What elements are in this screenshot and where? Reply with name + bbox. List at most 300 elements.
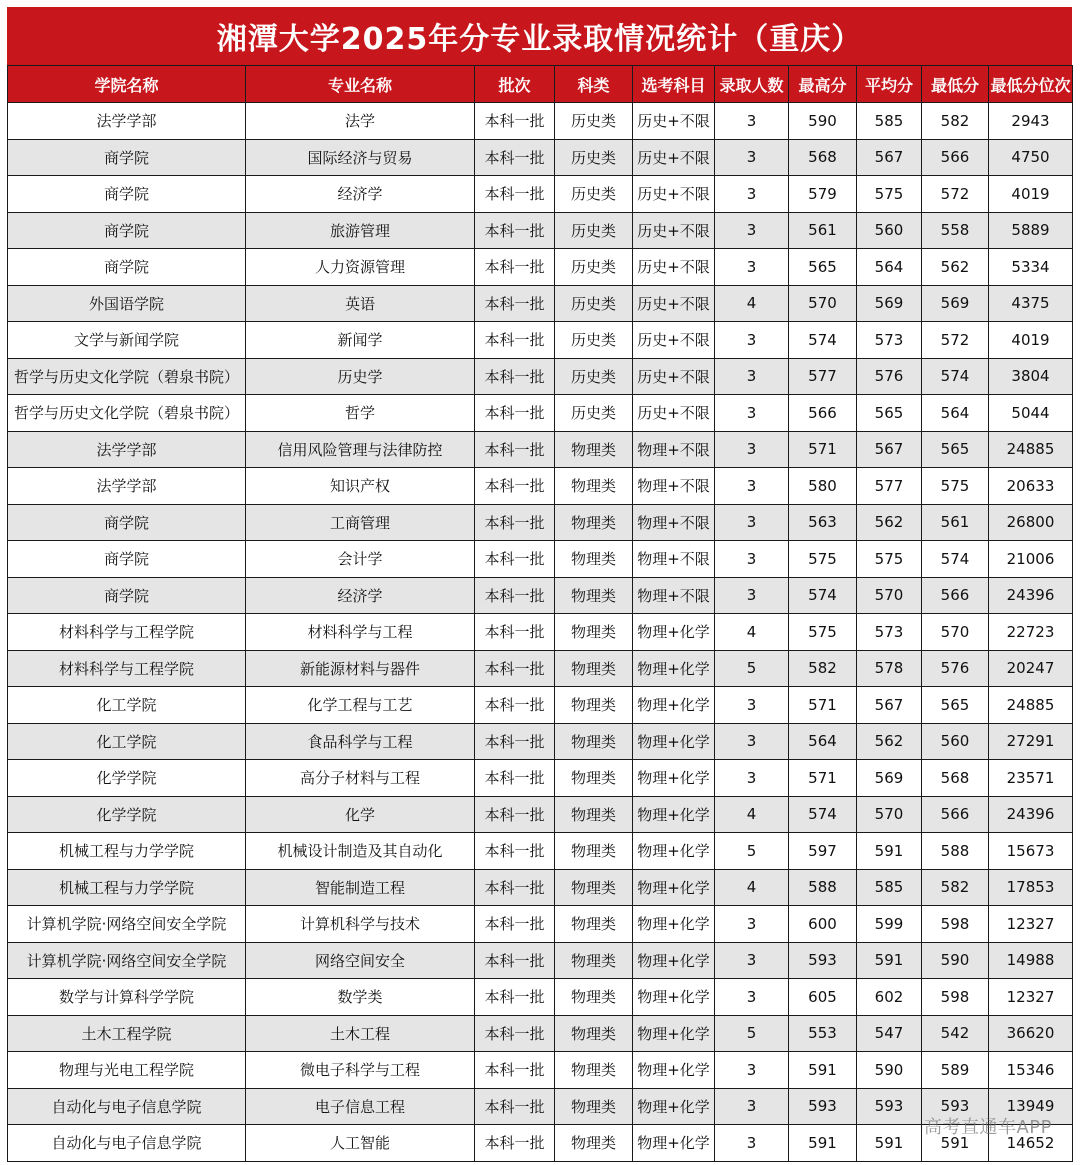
admitted-cell: 3 <box>715 504 789 541</box>
header-min-score: 最低分 <box>922 66 989 103</box>
min-rank-cell: 17853 <box>989 869 1073 906</box>
major-cell: 会计学 <box>246 541 475 578</box>
admitted-cell: 3 <box>715 322 789 359</box>
college-cell: 化学学院 <box>8 760 246 797</box>
admitted-cell: 3 <box>715 431 789 468</box>
college-cell: 法学学部 <box>8 103 246 140</box>
subjects-cell: 物理+化学 <box>633 796 715 833</box>
table-row <box>8 541 1073 578</box>
avg-score-cell: 569 <box>857 285 922 322</box>
admitted-cell: 5 <box>715 1015 789 1052</box>
college-cell: 商学院 <box>8 577 246 614</box>
min-rank-cell: 2943 <box>989 103 1073 140</box>
sheet-title: 湘潭大学2025年分专业录取情况统计（重庆） <box>7 7 1072 65</box>
batch-cell: 本科一批 <box>475 431 555 468</box>
subjects-cell: 物理+化学 <box>633 760 715 797</box>
min-score-cell: 590 <box>922 942 989 979</box>
batch-cell: 本科一批 <box>475 650 555 687</box>
max-score-cell: 571 <box>789 687 857 724</box>
min-rank-cell: 5044 <box>989 395 1073 432</box>
min-score-cell: 575 <box>922 468 989 505</box>
table-row <box>8 504 1073 541</box>
college-cell: 商学院 <box>8 249 246 286</box>
major-cell: 数学类 <box>246 979 475 1016</box>
track-cell: 物理类 <box>555 760 633 797</box>
min-rank-cell: 24885 <box>989 431 1073 468</box>
major-cell: 经济学 <box>246 176 475 213</box>
table-row <box>8 650 1073 687</box>
subjects-cell: 物理+化学 <box>633 979 715 1016</box>
college-cell: 商学院 <box>8 139 246 176</box>
min-rank-cell: 14988 <box>989 942 1073 979</box>
min-score-cell: 561 <box>922 504 989 541</box>
avg-score-cell: 585 <box>857 869 922 906</box>
max-score-cell: 590 <box>789 103 857 140</box>
track-cell: 历史类 <box>555 285 633 322</box>
college-cell: 数学与计算科学学院 <box>8 979 246 1016</box>
min-score-cell: 591 <box>922 1125 989 1162</box>
min-rank-cell: 24396 <box>989 796 1073 833</box>
min-rank-cell: 4375 <box>989 285 1073 322</box>
min-score-cell: 572 <box>922 176 989 213</box>
admission-table <box>7 65 1073 1162</box>
batch-cell: 本科一批 <box>475 687 555 724</box>
max-score-cell: 553 <box>789 1015 857 1052</box>
subjects-cell: 历史+不限 <box>633 212 715 249</box>
min-score-cell: 568 <box>922 760 989 797</box>
max-score-cell: 580 <box>789 468 857 505</box>
avg-score-cell: 564 <box>857 249 922 286</box>
subjects-cell: 物理+化学 <box>633 614 715 651</box>
track-cell: 物理类 <box>555 1052 633 1089</box>
avg-score-cell: 547 <box>857 1015 922 1052</box>
subjects-cell: 物理+化学 <box>633 1088 715 1125</box>
avg-score-cell: 562 <box>857 504 922 541</box>
subjects-cell: 物理+化学 <box>633 869 715 906</box>
watermark: 高考直通车APP <box>923 1117 1052 1138</box>
admitted-cell: 3 <box>715 577 789 614</box>
subjects-cell: 物理+化学 <box>633 833 715 870</box>
table-row <box>8 869 1073 906</box>
max-score-cell: 593 <box>789 942 857 979</box>
max-score-cell: 565 <box>789 249 857 286</box>
track-cell: 历史类 <box>555 395 633 432</box>
major-cell: 英语 <box>246 285 475 322</box>
min-rank-cell: 13949 <box>989 1088 1073 1125</box>
college-cell: 自动化与电子信息学院 <box>8 1125 246 1162</box>
track-cell: 物理类 <box>555 1015 633 1052</box>
admitted-cell: 3 <box>715 139 789 176</box>
min-score-cell: 576 <box>922 650 989 687</box>
admitted-cell: 3 <box>715 212 789 249</box>
avg-score-cell: 560 <box>857 212 922 249</box>
max-score-cell: 564 <box>789 723 857 760</box>
track-cell: 物理类 <box>555 614 633 651</box>
major-cell: 新闻学 <box>246 322 475 359</box>
avg-score-cell: 570 <box>857 577 922 614</box>
batch-cell: 本科一批 <box>475 942 555 979</box>
track-cell: 物理类 <box>555 687 633 724</box>
avg-score-cell: 585 <box>857 103 922 140</box>
subjects-cell: 物理+不限 <box>633 577 715 614</box>
avg-score-cell: 591 <box>857 833 922 870</box>
min-score-cell: 566 <box>922 139 989 176</box>
max-score-cell: 597 <box>789 833 857 870</box>
table-row <box>8 358 1073 395</box>
max-score-cell: 575 <box>789 614 857 651</box>
table-row <box>8 906 1073 943</box>
admitted-cell: 3 <box>715 942 789 979</box>
avg-score-cell: 573 <box>857 322 922 359</box>
min-score-cell: 588 <box>922 833 989 870</box>
subjects-cell: 历史+不限 <box>633 358 715 395</box>
major-cell: 人力资源管理 <box>246 249 475 286</box>
admitted-cell: 3 <box>715 760 789 797</box>
major-cell: 电子信息工程 <box>246 1088 475 1125</box>
min-score-cell: 564 <box>922 395 989 432</box>
major-cell: 微电子科学与工程 <box>246 1052 475 1089</box>
admitted-cell: 3 <box>715 1088 789 1125</box>
max-score-cell: 568 <box>789 139 857 176</box>
college-cell: 土木工程学院 <box>8 1015 246 1052</box>
track-cell: 物理类 <box>555 431 633 468</box>
max-score-cell: 563 <box>789 504 857 541</box>
min-rank-cell: 4019 <box>989 176 1073 213</box>
subjects-cell: 物理+化学 <box>633 687 715 724</box>
table-header-row <box>8 66 1073 103</box>
avg-score-cell: 575 <box>857 541 922 578</box>
college-cell: 计算机学院·网络空间安全学院 <box>8 906 246 943</box>
admitted-cell: 4 <box>715 869 789 906</box>
major-cell: 智能制造工程 <box>246 869 475 906</box>
batch-cell: 本科一批 <box>475 979 555 1016</box>
college-cell: 商学院 <box>8 176 246 213</box>
min-rank-cell: 23571 <box>989 760 1073 797</box>
min-score-cell: 542 <box>922 1015 989 1052</box>
major-cell: 工商管理 <box>246 504 475 541</box>
batch-cell: 本科一批 <box>475 285 555 322</box>
batch-cell: 本科一批 <box>475 869 555 906</box>
table-row <box>8 760 1073 797</box>
min-rank-cell: 26800 <box>989 504 1073 541</box>
major-cell: 法学 <box>246 103 475 140</box>
admitted-cell: 3 <box>715 723 789 760</box>
major-cell: 化学 <box>246 796 475 833</box>
avg-score-cell: 591 <box>857 942 922 979</box>
min-score-cell: 562 <box>922 249 989 286</box>
college-cell: 材料科学与工程学院 <box>8 650 246 687</box>
max-score-cell: 579 <box>789 176 857 213</box>
college-cell: 化工学院 <box>8 723 246 760</box>
avg-score-cell: 593 <box>857 1088 922 1125</box>
college-cell: 法学学部 <box>8 468 246 505</box>
table-row <box>8 468 1073 505</box>
table-row <box>8 614 1073 651</box>
min-rank-cell: 12327 <box>989 906 1073 943</box>
admitted-cell: 3 <box>715 249 789 286</box>
batch-cell: 本科一批 <box>475 1125 555 1162</box>
max-score-cell: 591 <box>789 1052 857 1089</box>
subjects-cell: 物理+化学 <box>633 906 715 943</box>
batch-cell: 本科一批 <box>475 395 555 432</box>
track-cell: 历史类 <box>555 322 633 359</box>
batch-cell: 本科一批 <box>475 760 555 797</box>
table-row <box>8 1015 1073 1052</box>
subjects-cell: 历史+不限 <box>633 176 715 213</box>
avg-score-cell: 570 <box>857 796 922 833</box>
admitted-cell: 3 <box>715 176 789 213</box>
track-cell: 物理类 <box>555 504 633 541</box>
avg-score-cell: 567 <box>857 687 922 724</box>
min-score-cell: 558 <box>922 212 989 249</box>
avg-score-cell: 573 <box>857 614 922 651</box>
subjects-cell: 物理+化学 <box>633 1052 715 1089</box>
subjects-cell: 物理+化学 <box>633 1125 715 1162</box>
track-cell: 物理类 <box>555 796 633 833</box>
avg-score-cell: 565 <box>857 395 922 432</box>
track-cell: 物理类 <box>555 942 633 979</box>
avg-score-cell: 567 <box>857 139 922 176</box>
batch-cell: 本科一批 <box>475 614 555 651</box>
track-cell: 历史类 <box>555 139 633 176</box>
max-score-cell: 574 <box>789 577 857 614</box>
admitted-cell: 3 <box>715 687 789 724</box>
admitted-cell: 3 <box>715 103 789 140</box>
subjects-cell: 物理+不限 <box>633 431 715 468</box>
table-row <box>8 942 1073 979</box>
admitted-cell: 3 <box>715 1125 789 1162</box>
major-cell: 材料科学与工程 <box>246 614 475 651</box>
table-row <box>8 322 1073 359</box>
track-cell: 物理类 <box>555 577 633 614</box>
admitted-cell: 5 <box>715 833 789 870</box>
avg-score-cell: 562 <box>857 723 922 760</box>
subjects-cell: 历史+不限 <box>633 249 715 286</box>
table-row <box>8 212 1073 249</box>
admitted-cell: 3 <box>715 1052 789 1089</box>
table-row <box>8 833 1073 870</box>
subjects-cell: 物理+不限 <box>633 504 715 541</box>
min-rank-cell: 24885 <box>989 687 1073 724</box>
track-cell: 物理类 <box>555 468 633 505</box>
table-row <box>8 249 1073 286</box>
admitted-cell: 5 <box>715 650 789 687</box>
min-rank-cell: 12327 <box>989 979 1073 1016</box>
track-cell: 物理类 <box>555 541 633 578</box>
table-row <box>8 1052 1073 1089</box>
major-cell: 新能源材料与器件 <box>246 650 475 687</box>
min-rank-cell: 36620 <box>989 1015 1073 1052</box>
table-row <box>8 979 1073 1016</box>
max-score-cell: 571 <box>789 431 857 468</box>
min-rank-cell: 5889 <box>989 212 1073 249</box>
table-row <box>8 796 1073 833</box>
min-score-cell: 574 <box>922 358 989 395</box>
min-score-cell: 598 <box>922 979 989 1016</box>
major-cell: 国际经济与贸易 <box>246 139 475 176</box>
batch-cell: 本科一批 <box>475 1015 555 1052</box>
subjects-cell: 物理+化学 <box>633 723 715 760</box>
min-rank-cell: 20247 <box>989 650 1073 687</box>
max-score-cell: 575 <box>789 541 857 578</box>
major-cell: 人工智能 <box>246 1125 475 1162</box>
college-cell: 化工学院 <box>8 687 246 724</box>
batch-cell: 本科一批 <box>475 358 555 395</box>
min-score-cell: 582 <box>922 869 989 906</box>
min-rank-cell: 20633 <box>989 468 1073 505</box>
major-cell: 历史学 <box>246 358 475 395</box>
admitted-cell: 4 <box>715 796 789 833</box>
table-row <box>8 285 1073 322</box>
track-cell: 物理类 <box>555 1088 633 1125</box>
table-row <box>8 723 1073 760</box>
table-row <box>8 103 1073 140</box>
min-rank-cell: 21006 <box>989 541 1073 578</box>
min-rank-cell: 14652 <box>989 1125 1073 1162</box>
batch-cell: 本科一批 <box>475 103 555 140</box>
college-cell: 计算机学院·网络空间安全学院 <box>8 942 246 979</box>
min-score-cell: 565 <box>922 431 989 468</box>
admitted-cell: 4 <box>715 285 789 322</box>
major-cell: 经济学 <box>246 577 475 614</box>
batch-cell: 本科一批 <box>475 577 555 614</box>
header-college: 学院名称 <box>8 66 246 103</box>
header-major: 专业名称 <box>246 66 475 103</box>
min-score-cell: 572 <box>922 322 989 359</box>
avg-score-cell: 575 <box>857 176 922 213</box>
header-batch: 批次 <box>475 66 555 103</box>
header-subjects: 选考科目 <box>633 66 715 103</box>
table-row <box>8 431 1073 468</box>
max-score-cell: 600 <box>789 906 857 943</box>
header-min-rank: 最低分位次 <box>989 66 1073 103</box>
batch-cell: 本科一批 <box>475 1052 555 1089</box>
batch-cell: 本科一批 <box>475 833 555 870</box>
track-cell: 物理类 <box>555 906 633 943</box>
min-score-cell: 589 <box>922 1052 989 1089</box>
min-score-cell: 566 <box>922 577 989 614</box>
track-cell: 物理类 <box>555 723 633 760</box>
track-cell: 历史类 <box>555 176 633 213</box>
batch-cell: 本科一批 <box>475 504 555 541</box>
max-score-cell: 593 <box>789 1088 857 1125</box>
subjects-cell: 历史+不限 <box>633 139 715 176</box>
avg-score-cell: 590 <box>857 1052 922 1089</box>
min-score-cell: 570 <box>922 614 989 651</box>
major-cell: 食品科学与工程 <box>246 723 475 760</box>
track-cell: 历史类 <box>555 358 633 395</box>
admitted-cell: 3 <box>715 468 789 505</box>
college-cell: 物理与光电工程学院 <box>8 1052 246 1089</box>
avg-score-cell: 578 <box>857 650 922 687</box>
table-row <box>8 687 1073 724</box>
batch-cell: 本科一批 <box>475 322 555 359</box>
major-cell: 旅游管理 <box>246 212 475 249</box>
college-cell: 机械工程与力学学院 <box>8 869 246 906</box>
min-score-cell: 566 <box>922 796 989 833</box>
min-rank-cell: 24396 <box>989 577 1073 614</box>
college-cell: 商学院 <box>8 212 246 249</box>
track-cell: 物理类 <box>555 833 633 870</box>
min-rank-cell: 15346 <box>989 1052 1073 1089</box>
table-row <box>8 139 1073 176</box>
batch-cell: 本科一批 <box>475 906 555 943</box>
subjects-cell: 物理+不限 <box>633 468 715 505</box>
avg-score-cell: 576 <box>857 358 922 395</box>
min-score-cell: 565 <box>922 687 989 724</box>
batch-cell: 本科一批 <box>475 796 555 833</box>
avg-score-cell: 602 <box>857 979 922 1016</box>
min-rank-cell: 4750 <box>989 139 1073 176</box>
track-cell: 物理类 <box>555 1125 633 1162</box>
avg-score-cell: 567 <box>857 431 922 468</box>
college-cell: 哲学与历史文化学院（碧泉书院） <box>8 395 246 432</box>
admitted-cell: 3 <box>715 906 789 943</box>
college-cell: 文学与新闻学院 <box>8 322 246 359</box>
max-score-cell: 577 <box>789 358 857 395</box>
min-score-cell: 569 <box>922 285 989 322</box>
college-cell: 商学院 <box>8 504 246 541</box>
min-rank-cell: 5334 <box>989 249 1073 286</box>
table-row <box>8 1125 1073 1162</box>
max-score-cell: 561 <box>789 212 857 249</box>
major-cell: 网络空间安全 <box>246 942 475 979</box>
track-cell: 物理类 <box>555 869 633 906</box>
track-cell: 物理类 <box>555 979 633 1016</box>
batch-cell: 本科一批 <box>475 176 555 213</box>
max-score-cell: 566 <box>789 395 857 432</box>
min-rank-cell: 3804 <box>989 358 1073 395</box>
major-cell: 土木工程 <box>246 1015 475 1052</box>
max-score-cell: 605 <box>789 979 857 1016</box>
major-cell: 哲学 <box>246 395 475 432</box>
min-score-cell: 593 <box>922 1088 989 1125</box>
subjects-cell: 物理+不限 <box>633 541 715 578</box>
batch-cell: 本科一批 <box>475 212 555 249</box>
admitted-cell: 3 <box>715 395 789 432</box>
max-score-cell: 574 <box>789 796 857 833</box>
min-score-cell: 582 <box>922 103 989 140</box>
avg-score-cell: 577 <box>857 468 922 505</box>
min-rank-cell: 15673 <box>989 833 1073 870</box>
subjects-cell: 历史+不限 <box>633 103 715 140</box>
subjects-cell: 历史+不限 <box>633 395 715 432</box>
max-score-cell: 588 <box>789 869 857 906</box>
college-cell: 哲学与历史文化学院（碧泉书院） <box>8 358 246 395</box>
college-cell: 外国语学院 <box>8 285 246 322</box>
batch-cell: 本科一批 <box>475 723 555 760</box>
max-score-cell: 582 <box>789 650 857 687</box>
min-rank-cell: 27291 <box>989 723 1073 760</box>
min-score-cell: 560 <box>922 723 989 760</box>
subjects-cell: 历史+不限 <box>633 285 715 322</box>
subjects-cell: 历史+不限 <box>633 322 715 359</box>
subjects-cell: 物理+化学 <box>633 1015 715 1052</box>
admitted-cell: 3 <box>715 358 789 395</box>
table-row <box>8 395 1073 432</box>
major-cell: 机械设计制造及其自动化 <box>246 833 475 870</box>
college-cell: 法学学部 <box>8 431 246 468</box>
major-cell: 化学工程与工艺 <box>246 687 475 724</box>
college-cell: 机械工程与力学学院 <box>8 833 246 870</box>
table-body <box>8 103 1073 1162</box>
min-score-cell: 598 <box>922 906 989 943</box>
college-cell: 商学院 <box>8 541 246 578</box>
avg-score-cell: 599 <box>857 906 922 943</box>
max-score-cell: 570 <box>789 285 857 322</box>
college-cell: 材料科学与工程学院 <box>8 614 246 651</box>
track-cell: 历史类 <box>555 249 633 286</box>
